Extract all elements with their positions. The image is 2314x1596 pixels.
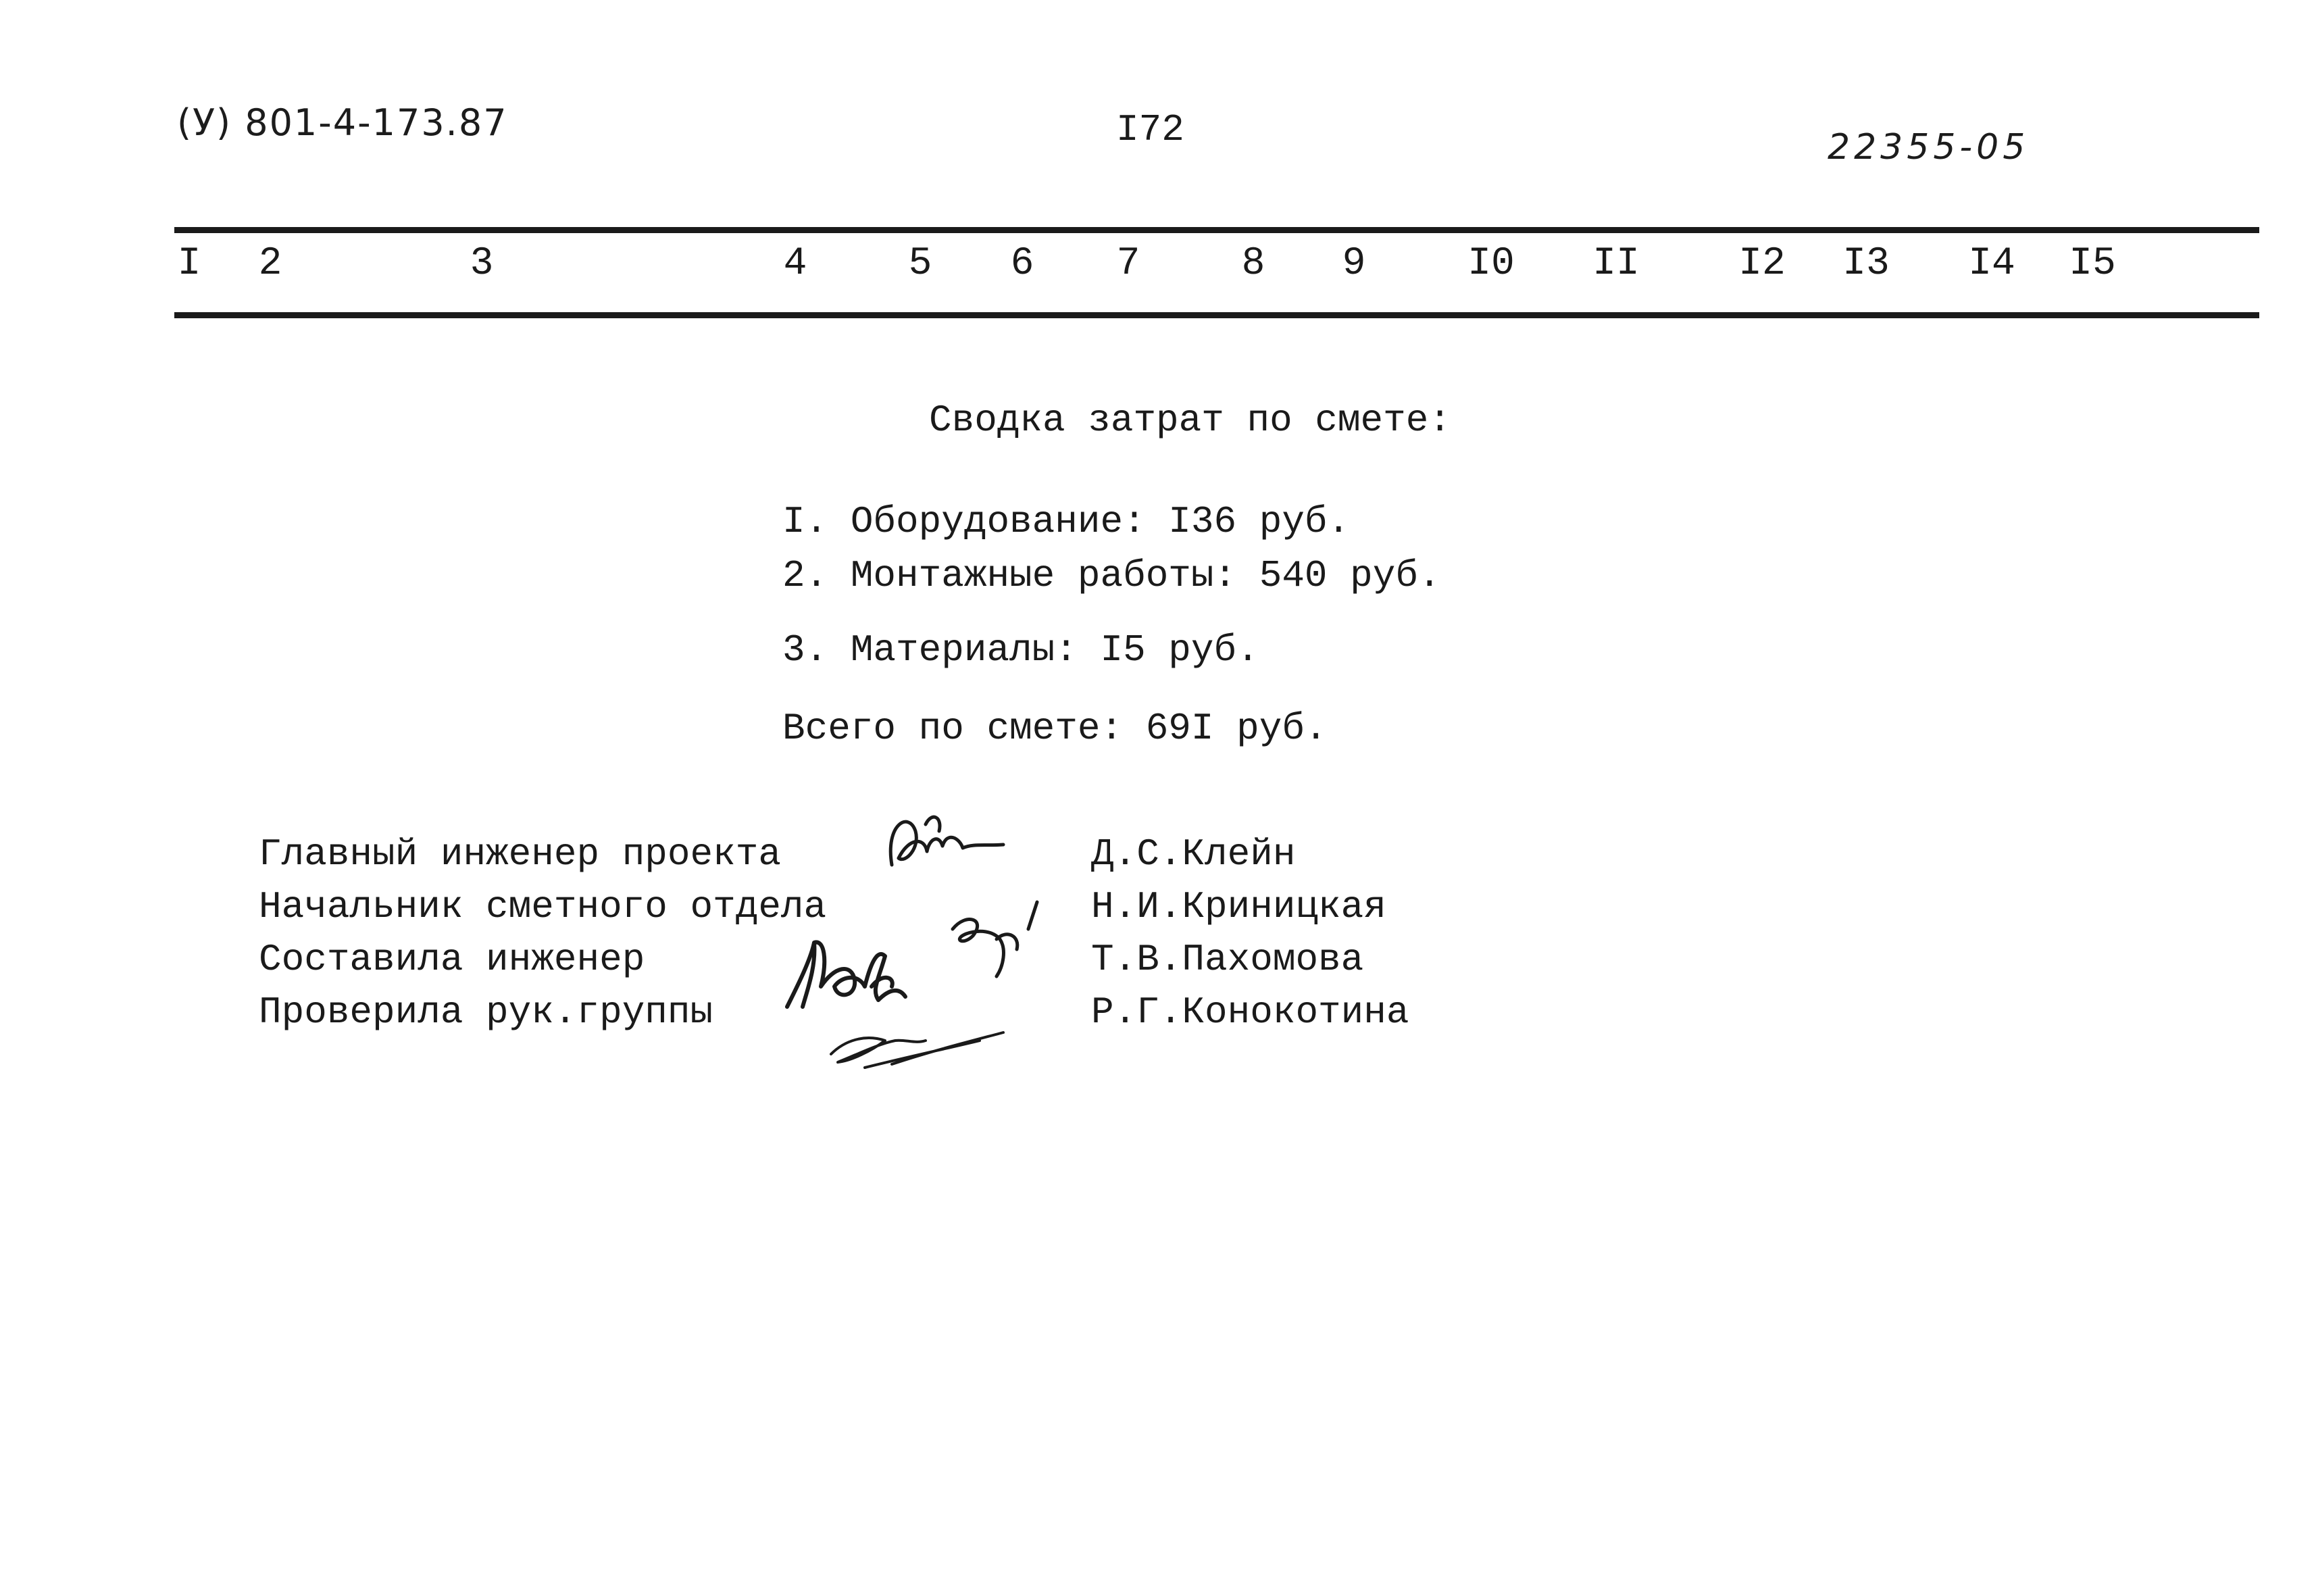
signatory-name: Р.Г.Конокотина	[1091, 991, 1409, 1034]
signatory-role: Проверила рук.группы	[259, 991, 713, 1034]
column-number: I	[177, 242, 201, 286]
table-top-rule	[174, 227, 2259, 233]
summary-title: Сводка затрат по смете:	[929, 399, 1451, 442]
signatory-role: Составила инженер	[259, 938, 645, 981]
column-number: II	[1592, 242, 1640, 286]
column-number: 9	[1342, 242, 1366, 286]
signatory-name: Н.И.Криницкая	[1091, 885, 1386, 928]
column-number: 7	[1116, 242, 1140, 286]
signature-head-estimates	[953, 902, 1037, 976]
column-number: 5	[908, 242, 932, 286]
column-number: 8	[1241, 242, 1265, 286]
signatory-role: Главный инженер проекта	[259, 832, 781, 876]
column-number: I3	[1842, 242, 1890, 286]
signatory-role: Начальник сметного отдела	[259, 885, 827, 928]
signature-chief-engineer	[890, 817, 1003, 865]
summary-total: Всего по смете: 69I руб.	[782, 707, 1328, 750]
page-number: I72	[1116, 108, 1184, 151]
column-number: I2	[1738, 242, 1786, 286]
column-number: I0	[1467, 242, 1515, 286]
signatory-name: Д.С.Клейн	[1091, 832, 1296, 876]
column-number: 6	[1010, 242, 1034, 286]
summary-item-materials: 3. Материалы: I5 руб.	[782, 628, 1259, 672]
column-number: I4	[1968, 242, 2015, 286]
signature-group-leader	[831, 1032, 1003, 1068]
column-number: 4	[783, 242, 807, 286]
column-number: 2	[258, 242, 282, 286]
summary-item-equipment: I. Оборудование: I36 руб.	[782, 500, 1351, 543]
signatory-name: Т.В.Пахомова	[1091, 938, 1364, 981]
column-number: I5	[2069, 242, 2116, 286]
summary-item-installation: 2. Монтажные работы: 540 руб.	[782, 554, 1441, 597]
signature-engineer	[787, 942, 905, 1007]
table-bottom-rule	[174, 312, 2259, 318]
document-code: (У) 801-4-173.87	[177, 101, 508, 144]
stamp-number: 22355-05	[1828, 127, 2030, 168]
handwritten-signatures	[770, 784, 1095, 1081]
column-number: 3	[470, 242, 494, 286]
